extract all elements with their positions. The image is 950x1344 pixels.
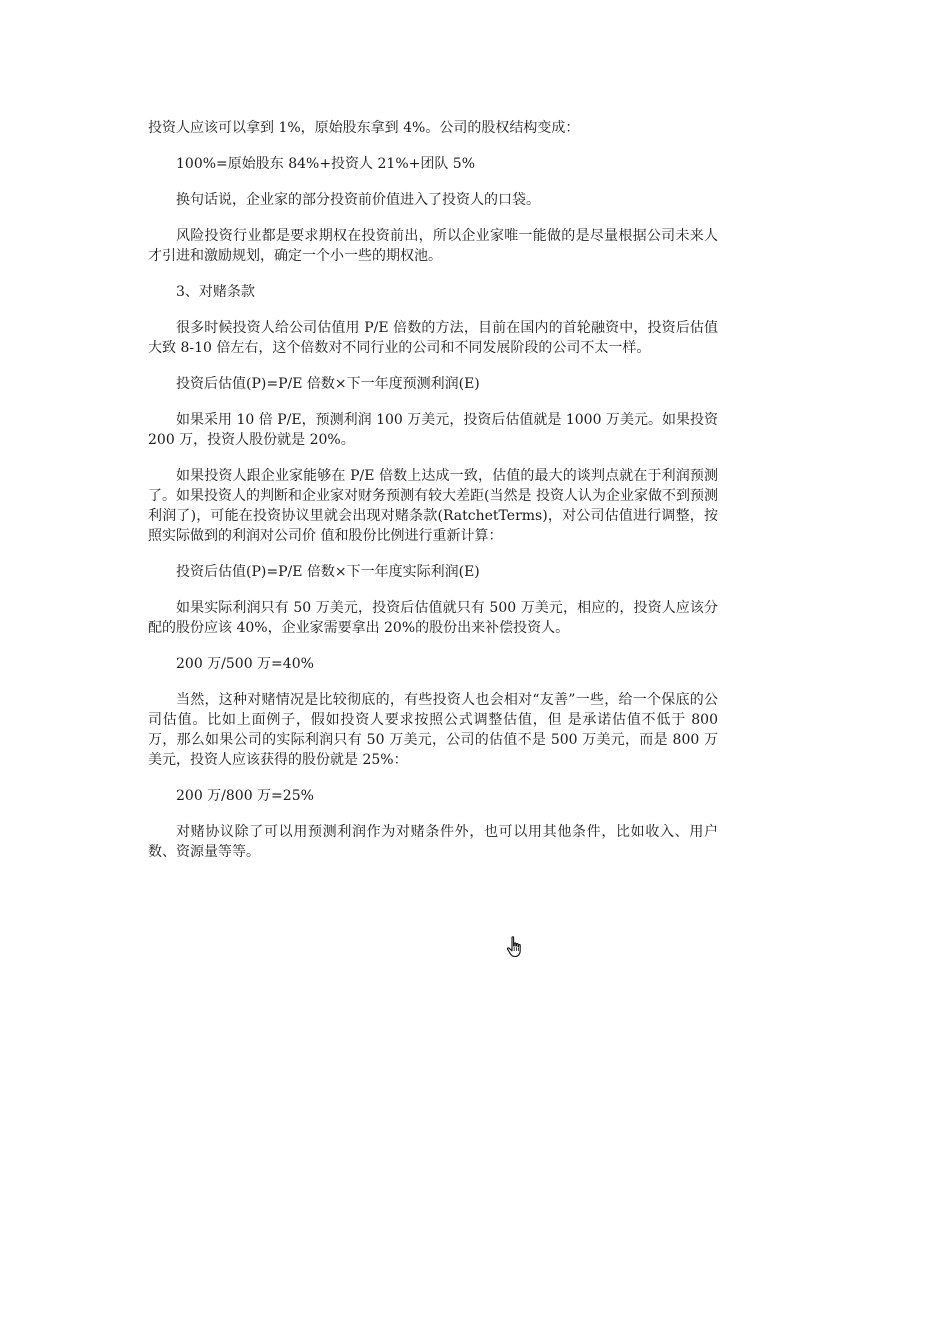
paragraph-9: 如果投资人跟企业家能够在 P/E 倍数上达成一致，估值的最大的谈判点就在于利润预测了。如果投资人的判断和企业家对财务预测有较大差距(当然是 投资人认为企业家做不到预测利润了)，可能在投资协议里就会出现对赌条款(RatchetTerms)，对公司估值进行调整，按照实际做到的利润对公司价 值和股份比例进行重新计算： xyxy=(148,468,718,544)
formula-40-percent: 200 万/500 万=40% xyxy=(176,656,314,672)
document-body xyxy=(148,118,718,878)
paragraph-13: 当然，这种对赌情况是比较彻底的，有些投资人也会相对“友善”一些，给一个保底的公司估值。比如上面例子，假如投资人要求按照公式调整估值，但 是承诺估值不低于 800 万，那么如果公司的实际利润只有 50 万美元，公司的估值不是 500 万美元，而是 800 万美元，投资人应该获得的股份就是 25%： xyxy=(148,692,718,768)
paragraph-11: 如果实际利润只有 50 万美元，投资后估值就只有 500 万美元，相应的，投资人应该分配的股份应该 40%，企业家需要拿出 20%的股份出来补偿投资人。 xyxy=(148,600,718,636)
paragraph-6: 很多时候投资人给公司估值用 P/E 倍数的方法，目前在国内的首轮融资中，投资后估值大致 8-10 倍左右，这个倍数对不同行业的公司和不同发展阶段的公司不太一样。 xyxy=(148,320,718,356)
paragraph-3: 换句话说，企业家的部分投资前价值进入了投资人的口袋。 xyxy=(176,192,540,208)
paragraph-1: 投资人应该可以拿到 1%，原始股东拿到 4%。公司的股权结构变成： xyxy=(148,120,580,136)
paragraph-15: 对赌协议除了可以用预测利润作为对赌条件外，也可以用其他条件，比如收入、用户数、资源量等等。 xyxy=(148,824,718,860)
paragraph-4: 风险投资行业都是要求期权在投资前出，所以企业家唯一能做的是尽量根据公司未来人才引进和激励规划，确定一个小一些的期权池。 xyxy=(148,228,718,264)
section-heading-ratchet-terms: 3、对赌条款 xyxy=(176,284,255,300)
formula-25-percent: 200 万/800 万=25% xyxy=(176,788,314,804)
hand-pointer-icon xyxy=(505,935,527,959)
formula-predicted-valuation: 投资后估值(P)=P/E 倍数×下一年度预测利润(E) xyxy=(176,376,480,392)
paragraph-8: 如果采用 10 倍 P/E，预测利润 100 万美元，投资后估值就是 1000 万美元。如果投资 200 万，投资人股份就是 20%。 xyxy=(148,412,718,448)
paragraph-2: 100%=原始股东 84%+投资人 21%+团队 5% xyxy=(176,156,476,172)
formula-actual-valuation: 投资后估值(P)=P/E 倍数×下一年度实际利润(E) xyxy=(176,564,480,580)
